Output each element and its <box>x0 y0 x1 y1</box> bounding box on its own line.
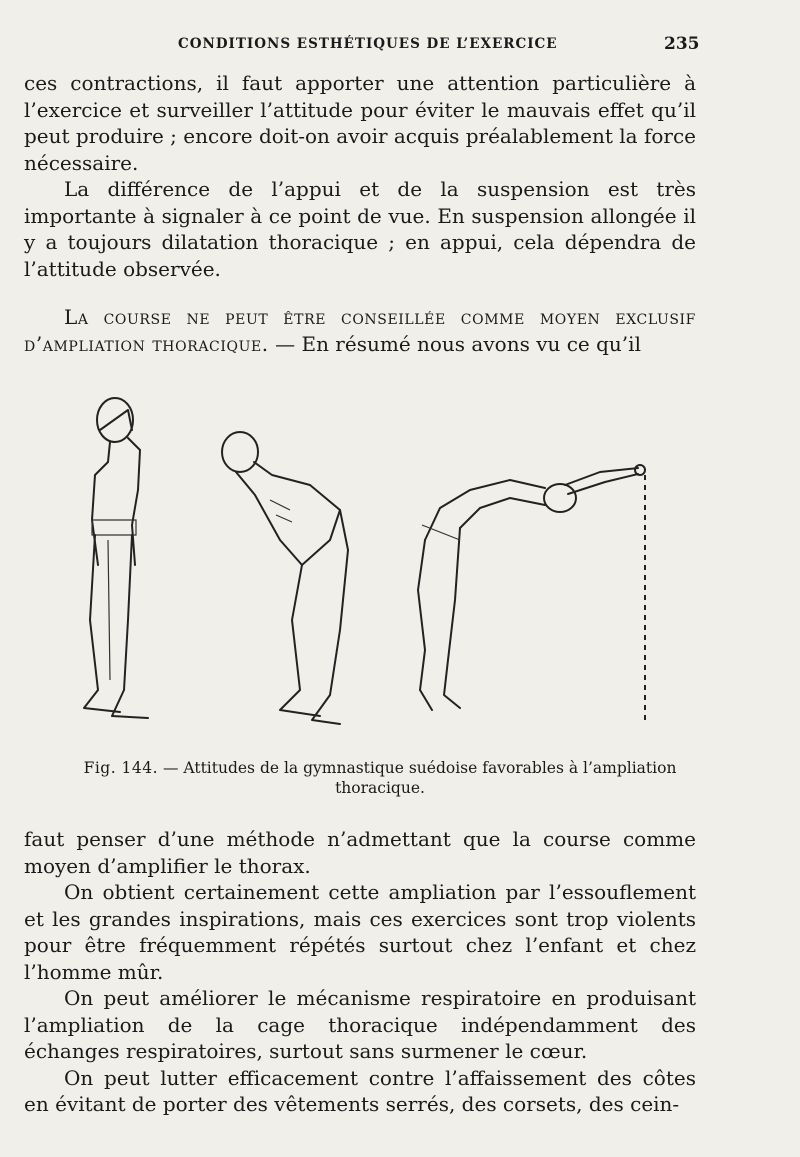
figure-illustration <box>40 390 740 740</box>
paragraph: La différence de l’appui et de la suspension est très importante à signaler à ce point de vue. En suspension allongée il y a toujours dilatation thoracique ; en appui, cela dépendra de l’attitude observée. <box>24 177 696 281</box>
figure-standing <box>84 398 148 718</box>
section-lead-text: En résumé nous avons vu ce qu’il <box>301 331 641 356</box>
body-text-top <box>24 70 696 357</box>
paragraph: ces contractions, il faut apporter une attention particulière à l’exercice et surveiller l’attitude pour éviter le mauvais effet qu’il peut produire ; encore doit-on avoir acquis préalablement la force nécessaire. <box>24 71 696 175</box>
figure-caption-text: — Attitudes de la gymnastique suédoise favorables à l’ampliation thoracique. <box>158 759 677 797</box>
page-number: 235 <box>664 34 700 54</box>
section-heading: La course ne peut être conseillée comme moyen exclusif d’ampliation thoracique. <box>24 305 696 356</box>
paragraph: On peut améliorer le mécanisme respiratoire en produisant l’ampliation de la cage thoracique indépendamment des échanges respiratoires, surtout sans surmener le cœur. <box>24 986 696 1063</box>
page-header <box>0 36 800 58</box>
figure-caption <box>40 758 720 798</box>
section-dash: — <box>268 331 302 356</box>
section-paragraph <box>24 304 696 357</box>
paragraph: On peut lutter efficacement contre l’affaissement des côtes en évitant de porter des vêtements serrés, des corsets, des cein- <box>24 1065 696 1116</box>
figure-label: Fig. 144. <box>83 759 159 777</box>
gymnastics-figures-drawing <box>40 390 740 740</box>
paragraph: On obtient certainement cette ampliation par l’essouflement et les grandes inspirations, mais ces exercices sont trop violents pour être fréquemment répétés surtout chez l’enfant et chez l’homme mûr. <box>24 880 696 984</box>
paragraph: faut penser d’une méthode n’admettant que la course comme moyen d’amplifier le thorax. <box>24 827 696 878</box>
body-text-bottom <box>24 826 696 1118</box>
figure-back-arch <box>418 465 645 720</box>
running-head: CONDITIONS ESTHÉTIQUES DE L’EXERCICE <box>178 36 558 52</box>
figure-bent-forward <box>222 432 348 724</box>
